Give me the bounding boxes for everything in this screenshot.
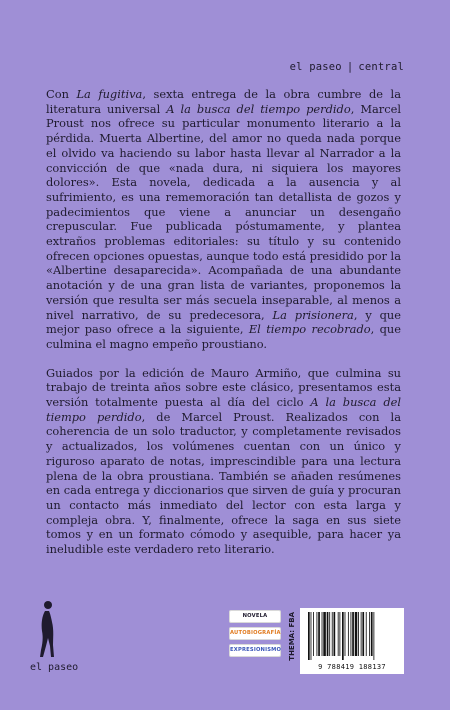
barcode-bar bbox=[362, 612, 364, 656]
tag-novela: NOVELA bbox=[229, 610, 281, 623]
publisher-logo bbox=[30, 600, 78, 673]
blurb-p1-segment: , y que mejor paso ofrece a la siguiente, bbox=[46, 307, 402, 337]
thema-code: THEMA: FBA bbox=[288, 612, 296, 661]
barcode-bar bbox=[369, 612, 370, 656]
blurb-p1-segment: A la busca del tiempo perdido bbox=[166, 101, 351, 116]
barcode-bar bbox=[332, 612, 333, 656]
barcode-bar bbox=[351, 612, 352, 656]
barcode-bar bbox=[358, 612, 359, 656]
barcode-bar bbox=[339, 612, 340, 656]
barcode-bar bbox=[361, 612, 362, 656]
barcode-bar bbox=[352, 612, 354, 656]
series-separator: | bbox=[346, 61, 354, 73]
walking-figure-icon bbox=[37, 600, 57, 658]
collection-name: central bbox=[358, 61, 404, 73]
genre-tags bbox=[229, 610, 281, 657]
barcode-bar bbox=[373, 612, 374, 660]
tag-autobiografia: AUTOBIOGRAFÍA bbox=[229, 627, 281, 640]
series-label bbox=[290, 61, 404, 73]
barcode-bar bbox=[323, 612, 326, 656]
tag-expresionismo: EXPRESIONISMO bbox=[229, 644, 281, 657]
barcode-bar bbox=[311, 612, 312, 660]
logo-text: el paseo bbox=[30, 662, 79, 673]
barcode-bar bbox=[327, 612, 329, 656]
back-cover-blurb bbox=[46, 87, 401, 571]
isbn-barcode bbox=[300, 608, 404, 674]
blurb-p2-segment: Guiados por la edición de Mauro Armiño, que culmina su trabajo de treinta años sobre este clásico, presentamos esta versión totalmente puesta al día del ciclo bbox=[46, 365, 401, 410]
barcode-bar bbox=[348, 612, 349, 656]
barcode-bar bbox=[366, 612, 367, 656]
publisher-name: el paseo bbox=[289, 61, 342, 73]
barcode-bar bbox=[318, 612, 320, 656]
blurb-p1-segment: , sexta entrega de la obra cumbre de la literatura universal bbox=[46, 87, 401, 116]
barcode-bar bbox=[338, 612, 339, 656]
barcode-bar bbox=[308, 612, 310, 660]
blurb-p1-segment: La fugitiva bbox=[76, 87, 143, 101]
blurb-p1-segment: Con bbox=[46, 87, 77, 101]
barcode-bar bbox=[355, 612, 358, 656]
blurb-p2-segment: , de Marcel Proust. Realizados con la coherencia de un solo traductor, y completamente revisados y actualizados, los volúmenes cuentan con un único y riguroso aparato de notas, imprescindible para una lectura plena de la obra proustiana. También se añaden resúmenes en cada entrega y diccionarios que sirven de guía y procuran un contacto más inmediato del lector con esta larga y compleja obra. Y, finalmente, ofrece la saga en sus siete tomos y en un formato cómodo y asequible, para hacer ya ineludible este verdadero reto literario. bbox=[46, 409, 401, 557]
blurb-paragraph-1 bbox=[46, 87, 401, 352]
barcode-bar bbox=[322, 612, 323, 656]
barcode-bar bbox=[313, 612, 314, 656]
blurb-p1-segment: , Marcel Proust nos ofrece su particular monumento literario a la pérdida. Muerta Albertine, del amor no queda nada porque el olvido va haciendo su labor hasta llevar al Narrador a la convicción de que «nada dura, ni siquiera los mayores dolores». Esta novela, dedicada a la ausencia y al sufrimiento, es una rememoración tan detallista de gozos y padecimientos que viene a anunciar un desengaño crepuscular. Fue publicada póstumamente, y plantea extraños problemas editoriales: su título y su contenido ofrecen opciones opuestas, aunque todo está presidido por la «Albertine desaparecida». Acompañada de una abundante anotación y de una gran lista de variantes, proponemos la versión que resulta ser más secuela inseparable, al menos a nivel narrativo, de su predecesora, bbox=[46, 101, 401, 322]
blurb-p1-segment: El tiempo recobrado bbox=[248, 322, 371, 337]
blurb-p1-segment: , que culmina el magno empeño proustiano. bbox=[46, 322, 401, 351]
barcode-bar bbox=[345, 612, 346, 656]
blurb-p1-segment: La prisionera bbox=[272, 307, 354, 322]
barcode-bars bbox=[306, 612, 398, 660]
isbn-number: 9 788419 188137 bbox=[318, 663, 386, 671]
barcode-bar bbox=[329, 612, 330, 656]
blurb-paragraph-2 bbox=[46, 366, 401, 557]
barcode-bar bbox=[371, 612, 373, 656]
barcode-bar bbox=[317, 612, 318, 656]
blurb-p2-segment: A la busca del tiempo perdido bbox=[46, 395, 401, 424]
barcode-bar bbox=[334, 612, 336, 656]
barcode-bar bbox=[342, 612, 344, 660]
